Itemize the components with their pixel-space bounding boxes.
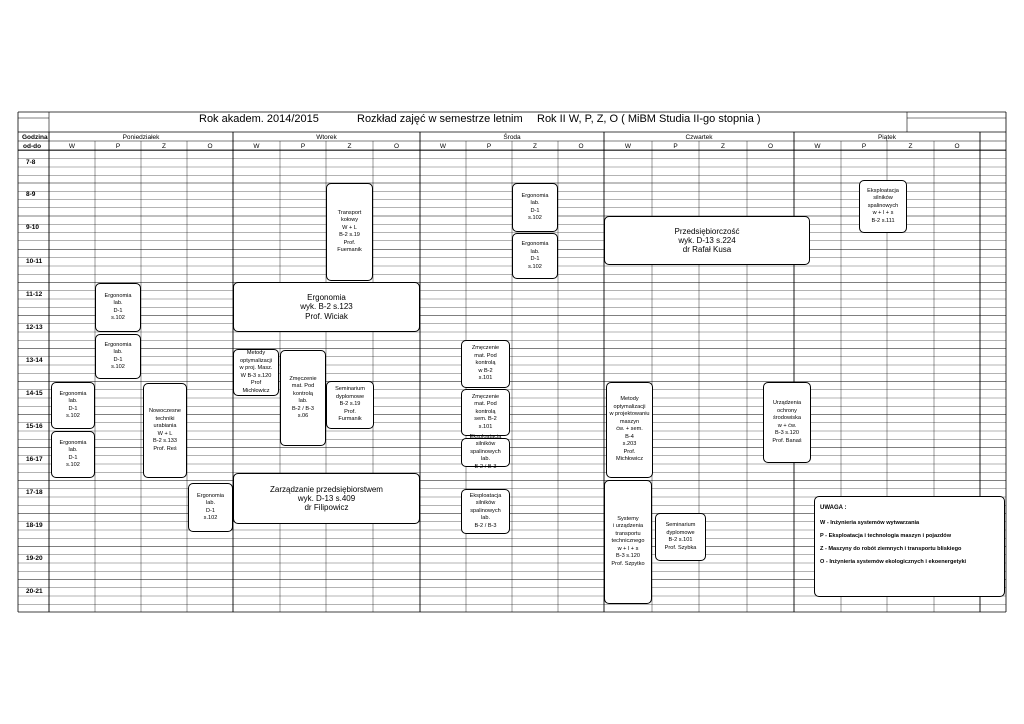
class-block-line: kołowy — [340, 217, 359, 223]
hour-label: 9-10 — [26, 224, 40, 231]
class-block-line: Systemy — [617, 515, 639, 522]
class-block-line: dyplomowe — [335, 393, 365, 400]
class-block-line: Seminarium — [665, 522, 696, 528]
hour-label: 15-16 — [26, 422, 43, 430]
specialization-header: Z — [347, 142, 352, 150]
class-block-line: w + ćw. — [777, 422, 797, 429]
class-block-line: lab. — [530, 248, 540, 255]
class-block-line: dr Rafał Kusa — [682, 245, 732, 255]
class-block-line: kontrolą — [475, 408, 496, 415]
specialization-header: O — [767, 142, 774, 150]
class-block[interactable] — [233, 349, 279, 396]
class-block[interactable] — [512, 233, 558, 279]
class-block-line: kontrolą — [475, 360, 496, 367]
class-block-line: Prof. — [623, 448, 636, 455]
class-block-line: Michłowicz — [615, 456, 644, 463]
class-block-line: lab. — [113, 300, 123, 306]
specialization-header: Z — [721, 142, 725, 150]
class-block-line: lab. — [68, 398, 78, 404]
class-block-line: Prof. Szybka — [664, 544, 697, 551]
class-block-line: s.102 — [66, 462, 80, 468]
class-block-line: D-1 — [113, 356, 123, 363]
class-block-line: Prof. — [343, 239, 356, 246]
class-block-line: dyplomowe — [666, 529, 695, 536]
class-block-line: W + L — [157, 430, 173, 437]
hour-label: 12-13 — [26, 323, 43, 331]
legend-item-p: P - Eksploatacja i technologia maszyn i pojazdów — [820, 533, 952, 539]
class-block-line: s.101 — [478, 375, 493, 382]
class-block-line: spalinowych — [867, 202, 899, 209]
class-block-line: wyk. D-13 s.409 — [297, 493, 356, 503]
class-block-line: optymalizacji — [613, 403, 646, 410]
specialization-header: P — [300, 142, 306, 150]
class-block-line: B-4 — [625, 433, 634, 440]
class-block-line: B-3 s.120 — [775, 430, 799, 436]
class-block-line: s.203 — [622, 441, 637, 448]
class-block-line: Ergonomia — [59, 439, 87, 446]
class-block-line: w + l + s — [617, 545, 639, 552]
class-block-line: kontrolą — [293, 390, 313, 397]
class-block-line: Zarządzanie przedsiębiorstwem — [270, 484, 383, 494]
class-block[interactable] — [51, 382, 95, 429]
specialization-header: O — [393, 142, 400, 150]
class-block-line: B-2 / B-3 — [474, 463, 497, 470]
specialization-header: W — [439, 142, 447, 150]
class-block-line: technicznego — [611, 538, 645, 545]
class-block-line: silników — [873, 195, 893, 202]
class-block-line: lab. — [480, 456, 491, 463]
class-block-line: wyk. B-2 s.123 — [300, 302, 353, 312]
class-block[interactable] — [233, 282, 420, 332]
hour-label: 16-17 — [26, 455, 43, 463]
class-block-line: urabiania — [153, 423, 177, 429]
hour-label: 8-9 — [26, 191, 36, 198]
hour-label: 7-8 — [26, 158, 36, 166]
class-block-line: Ergonomia — [59, 390, 87, 397]
class-block-line: W B-3 s.120 — [240, 372, 272, 379]
class-block-line: silników — [475, 441, 496, 448]
hour-label: 11-12 — [26, 290, 43, 298]
class-block-line: Urządzenia — [772, 400, 802, 406]
specialization-header: Z — [908, 142, 913, 150]
class-block-line: optymalizacji — [239, 357, 273, 364]
class-block-line: Przedsiębiorczość — [674, 226, 740, 236]
class-block-line: techniki — [155, 415, 175, 422]
specialization-header: O — [207, 142, 213, 150]
class-block-line: Seminarium — [335, 386, 365, 393]
class-block[interactable] — [95, 283, 141, 332]
day-header: Czwartek — [685, 134, 713, 141]
day-header: Wtorek — [316, 134, 337, 141]
class-block-line: Ergonomia — [196, 492, 225, 499]
class-block-line: Transport — [337, 209, 362, 216]
day-header: Poniedziałek — [122, 134, 160, 141]
hour-label: 19-20 — [26, 554, 43, 562]
class-block-line: Furmanik — [338, 416, 362, 423]
class-block[interactable] — [461, 433, 510, 470]
class-block-line: Metody — [246, 350, 266, 356]
class-block-line: w projektowaniu — [609, 411, 650, 418]
class-block[interactable] — [859, 180, 907, 233]
specialization-header: W — [814, 142, 821, 150]
class-block-line: s.102 — [203, 515, 218, 521]
class-block-line: spalinowych — [470, 507, 501, 514]
class-block-line: Metody — [620, 396, 639, 403]
class-block-line: ochrony — [777, 407, 797, 414]
class-block[interactable] — [326, 183, 373, 281]
class-block-line: Prof. Reś — [153, 445, 177, 452]
class-block-line: Ergonomia — [104, 341, 132, 348]
class-block[interactable] — [604, 216, 810, 265]
class-block-line: D-1 — [530, 207, 540, 214]
class-block-line: Prof. — [344, 408, 356, 415]
class-block-line: w B-2 — [478, 367, 493, 374]
class-block-line: B-2 s.101 — [668, 537, 693, 543]
legend-item-z: Z - Maszyny do robót ziemnych i transportu bliskiego — [820, 546, 962, 552]
legend-box — [814, 496, 1005, 597]
class-block[interactable] — [512, 183, 558, 232]
class-block-line: mat. Pod — [474, 352, 497, 359]
hour-label: 14-15 — [26, 389, 43, 397]
class-block-line: Prof. Wiciak — [305, 311, 348, 321]
class-block-line: s.102 — [528, 263, 542, 270]
class-block-line: mat. Pod — [474, 401, 497, 408]
class-block[interactable] — [461, 389, 510, 436]
class-block-line: mat. Pod — [291, 383, 315, 389]
class-block-line: Ergonomia — [307, 293, 346, 303]
class-block-line: Ergonomia — [521, 241, 549, 247]
class-block-line: Eksploatacja — [469, 492, 502, 499]
class-block-line: w + l + s — [872, 210, 894, 217]
class-block-line: s.102 — [111, 364, 125, 370]
class-block[interactable] — [604, 480, 652, 604]
hour-label: 20-21 — [26, 587, 43, 595]
class-block-line: B-2 / B-3 — [291, 405, 315, 412]
specialization-header: Z — [533, 142, 537, 150]
class-block-line: B-2 s.133 — [153, 438, 177, 444]
specialization-header: W — [253, 142, 260, 150]
class-block-line: Fuemanik — [337, 247, 362, 253]
class-block-line: W + L — [342, 224, 357, 231]
hour-column-label: Godzina — [22, 134, 48, 141]
specialization-header: W — [68, 142, 76, 150]
class-block-line: lab. — [298, 398, 308, 404]
class-block-line: ćw. + sem. — [616, 426, 643, 433]
specialization-header: O — [954, 142, 960, 150]
day-header: Piątek — [877, 134, 897, 141]
specialization-header: P — [115, 142, 121, 150]
class-block-line: w proj. Masz. — [239, 365, 273, 371]
specialization-header: W — [624, 142, 632, 150]
class-block-line: Ergonomia — [104, 292, 132, 299]
class-block-line: D-1 — [113, 307, 123, 314]
specialization-header: P — [486, 142, 492, 150]
class-block[interactable] — [280, 350, 326, 446]
schedule-title: Rozkład zajęć w semestrze letnim — [357, 113, 523, 125]
class-block-line: Nowoczesne — [148, 408, 182, 414]
class-block-line: B-2 s.19 — [339, 232, 360, 238]
class-block-line: Eksploatacja — [867, 187, 899, 194]
class-block-line: lab. — [113, 349, 123, 355]
legend-title: UWAGA : — [820, 505, 847, 511]
class-block-line: Zmęczenie — [289, 375, 317, 382]
class-block-line: B-2 s.111 — [871, 217, 895, 224]
class-block-line: Prof. Banaś — [772, 437, 802, 444]
class-block-line: lab. — [480, 515, 491, 522]
range-column-label: od-do — [23, 142, 42, 150]
legend-item-w: W - Inżynieria systemów wytwarzania — [820, 520, 920, 526]
class-block-line: transportu — [615, 530, 641, 537]
class-block-line: D-1 — [205, 507, 215, 514]
class-block[interactable] — [655, 513, 706, 561]
specialization-header: P — [861, 142, 867, 150]
class-block-line: i urządzenia — [612, 523, 644, 530]
class-block-line: Ergonomia — [521, 192, 549, 199]
class-block-line: maszyn — [619, 418, 640, 425]
class-block-line: B-2 s.19 — [339, 401, 361, 408]
class-block[interactable] — [461, 489, 510, 534]
specialization-header: P — [673, 142, 678, 150]
class-block[interactable] — [606, 382, 653, 478]
class-block-line: dr Filipowicz — [304, 503, 349, 513]
class-block[interactable] — [188, 483, 233, 532]
specialization-header: O — [578, 142, 584, 150]
class-block-line: s.102 — [66, 413, 80, 419]
class-block-line: Prof — [250, 380, 262, 386]
class-block[interactable] — [143, 383, 187, 478]
class-block-line: lab. — [205, 500, 216, 506]
class-block-line: Eksploatacja — [469, 433, 502, 440]
hour-label: 18-19 — [26, 521, 43, 529]
class-block[interactable] — [95, 334, 141, 379]
class-block[interactable] — [51, 431, 95, 478]
class-block-line: Zmęczenie — [471, 393, 500, 400]
class-block[interactable] — [763, 382, 811, 463]
class-block-line: wyk. D-13 s.224 — [678, 235, 736, 245]
class-block-line: Michłowicz — [242, 387, 270, 394]
class-block-line: D-1 — [68, 405, 78, 412]
group-label: Rok II W, P, Z, O ( MiBM Studia II-go stopnia ) — [537, 113, 761, 125]
class-block-line: lab. — [530, 200, 540, 206]
class-block[interactable] — [233, 473, 420, 524]
class-block-line: środowiska — [773, 415, 801, 421]
academic-year: Rok akadem. 2014/2015 — [199, 113, 319, 125]
class-block-line: s.102 — [111, 315, 125, 321]
class-block[interactable] — [326, 381, 374, 429]
class-block-line: s.101 — [478, 423, 493, 430]
hour-label: 17-18 — [26, 488, 43, 496]
day-header: Środa — [503, 134, 521, 141]
hour-label: 13-14 — [26, 356, 43, 364]
class-block-line: spalinowych — [470, 448, 501, 455]
class-block[interactable] — [461, 340, 510, 388]
class-block-line: lab. — [68, 447, 78, 453]
class-block-line: Zmęczenie — [471, 345, 500, 352]
specialization-header: Z — [162, 142, 166, 150]
hour-label: 10-11 — [26, 257, 43, 265]
class-block-line: s.06 — [297, 413, 309, 419]
class-block-line: Prof. Szpytko — [611, 560, 645, 567]
class-block-line: B-3 s.120 — [616, 553, 640, 560]
class-block-line: B-2 / B-3 — [474, 522, 497, 529]
legend-item-o: O - Inżynieria systemów ekologicznych i ekoenergetyki — [820, 559, 967, 565]
class-block-line: silników — [475, 500, 496, 507]
class-block-line: D-1 — [530, 256, 540, 262]
class-block-line: s.102 — [528, 215, 542, 221]
class-block-line: sem. B-2 — [474, 416, 497, 423]
class-block-line: D-1 — [68, 454, 78, 461]
